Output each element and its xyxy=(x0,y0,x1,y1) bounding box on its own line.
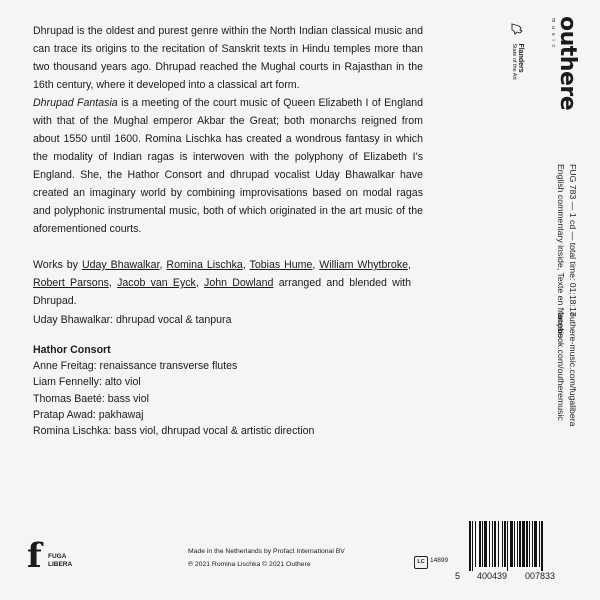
intro-text xyxy=(33,22,423,238)
barcode-bar xyxy=(534,521,537,567)
soloist-credit: Uday Bhawalkar: dhrupad vocal & tanpura xyxy=(33,314,232,326)
barcode-bar xyxy=(475,521,476,567)
composer-name: Uday Bhawalkar xyxy=(81,259,160,271)
barcode-bar xyxy=(541,521,543,571)
outhere-logo xyxy=(550,16,578,110)
works-suffix: arranged and blended with Dhrupad. xyxy=(33,277,412,307)
barcode-bar xyxy=(469,521,471,571)
barcode-bar xyxy=(482,521,483,567)
composer-name: Tobias Hume xyxy=(249,259,313,271)
intro-paragraph-2: is a meeting of the court music of Queen Elizabeth I of England with that of the Mughal emperor Akbar the Great; both monarchs reigned from about 1550 until 1600. Romina Lischka has created a wondrous fantasy in which the modality of Indian ragas is interwoven with the polyphony of Elizabeth I’s England. She, the Hathor Consort and dhrupad vocalist Uday Bhawalkar have created an imaginary world by combining improvisations based on modal ragas and polyphonic instrumental music, both of which originated in the art music of the aforementioned courts. xyxy=(33,97,423,235)
barcode-digit: 5 xyxy=(455,571,461,581)
web-links xyxy=(555,312,578,426)
copyright-line: ℗ 2021 Romina Lischka © 2021 Outhere xyxy=(188,560,311,568)
fuga-libera-line: FUGA xyxy=(48,553,67,560)
consort-member: Thomas Baeté: bass viol xyxy=(33,392,149,405)
fuga-libera-glyph: f xyxy=(27,536,42,576)
lc-badge-icon: LC xyxy=(414,556,428,569)
works-prefix: Works by xyxy=(33,259,82,271)
made-in-line: Made in the Netherlands by Profact International BV xyxy=(188,548,345,555)
facebook-link: facebook.com/outheremusic xyxy=(556,312,567,421)
composer-name: Jacob van Eyck xyxy=(117,277,196,289)
barcode-bar xyxy=(539,521,540,567)
lc-number: 14899 xyxy=(430,557,449,564)
barcode-bar xyxy=(507,521,508,571)
consort-title: Hathor Consort xyxy=(33,344,111,356)
barcode-bar xyxy=(502,521,503,567)
barcode-bar xyxy=(514,521,515,567)
flanders-name: Flanders xyxy=(517,43,525,73)
barcode-bar xyxy=(479,521,481,567)
composer-name: Romina Lischka xyxy=(166,259,243,271)
barcode-bar xyxy=(519,521,521,567)
label-code xyxy=(414,556,450,568)
composer-name: John Dowland xyxy=(204,277,274,289)
works-credits: Works by Uday Bhawalkar, Romina Lischka, Tobias Hume, William Whytbroke, Robert Parsons, Jacob van Eyck, John Dowland arranged and blended with Dhrupad. xyxy=(33,259,412,307)
barcode-bar xyxy=(484,521,487,567)
barcode-bar xyxy=(526,521,528,567)
consort-member: Liam Fennelly: alto viol xyxy=(33,376,141,389)
consort-credits xyxy=(33,342,314,439)
album-title-italic: Dhrupad Fantasia xyxy=(33,97,118,109)
flanders-sub: State of the Art xyxy=(511,43,518,80)
production-credits xyxy=(188,546,345,571)
barcode-bar xyxy=(498,521,499,567)
barcode-bar xyxy=(510,521,513,567)
composer-name: Robert Parsons xyxy=(33,277,109,289)
composer-name: William Whytbroke xyxy=(319,259,409,271)
flanders-lion-icon xyxy=(510,22,524,36)
barcode-bar xyxy=(489,521,490,567)
barcode-bar xyxy=(529,521,530,567)
barcode-bar xyxy=(472,521,473,571)
consort-member: Romina Lischka: bass viol, dhrupad vocal & artistic direction xyxy=(33,425,315,438)
consort-member: Anne Freitag: renaissance transverse flutes xyxy=(33,360,238,373)
outhere-logo-sub: music xyxy=(550,18,556,52)
barcode-group: 007833 xyxy=(525,571,556,581)
catalog-line: English commentary inside, Texte en français xyxy=(556,164,567,339)
barcode-bar xyxy=(517,521,518,567)
barcode-bar xyxy=(504,521,506,567)
intro-paragraph-1: Dhrupad is the oldest and purest genre within the North Indian classical music and can trace its origins to the recitation of Sanskrit texts in Hindu temples more than two thousand years ago. Dhrupad reached the Mughal courts in Rajasthan in the 16th century, where it developed into a classical art form. xyxy=(33,25,423,91)
barcode xyxy=(455,521,569,581)
website-link: outhere-music.com/fugalibera xyxy=(568,312,578,427)
barcode-bar xyxy=(492,521,493,567)
flanders-logo xyxy=(508,22,526,80)
barcode-bar xyxy=(522,521,525,567)
catalog-line: FUG 783 — 1 cd — total time: 01:18:17 xyxy=(568,164,578,317)
barcode-bar xyxy=(494,521,496,567)
barcode-bars-icon xyxy=(469,521,569,571)
consort-member: Pratap Awad: pakhawaj xyxy=(33,408,144,421)
fuga-libera-line: LIBERA xyxy=(48,560,73,568)
outhere-logo-name: outhere xyxy=(555,16,580,111)
barcode-group: 400439 xyxy=(477,571,508,581)
fuga-libera-logo xyxy=(27,538,87,578)
barcode-bar xyxy=(532,521,533,567)
